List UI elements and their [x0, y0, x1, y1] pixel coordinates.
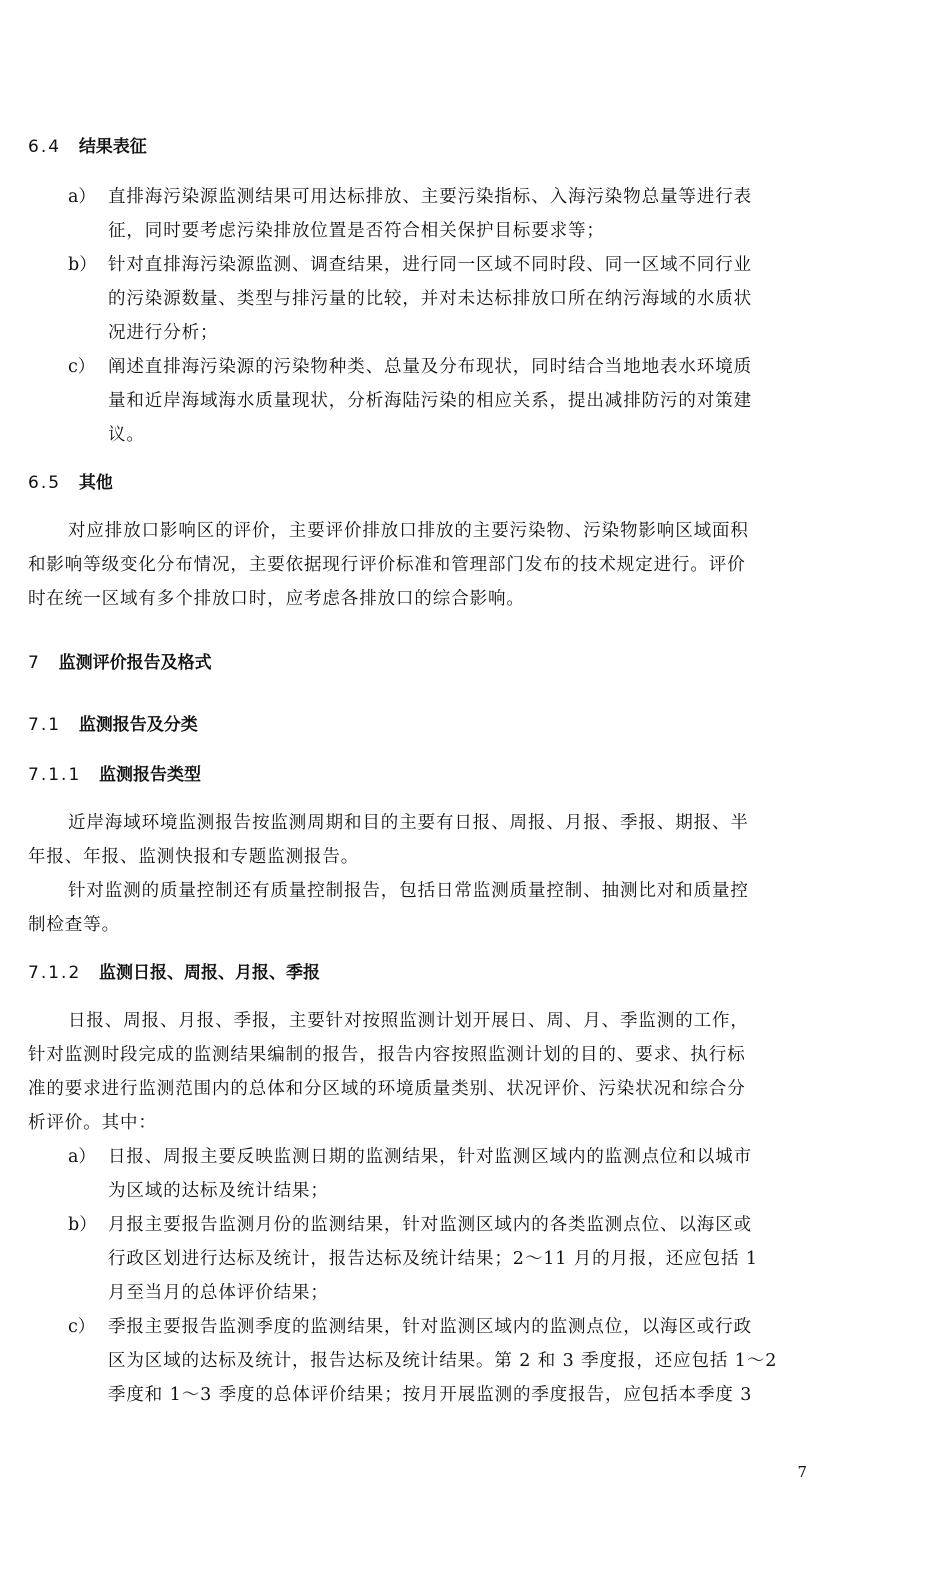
list-item-line: 日报、周报主要反映监测日期的监测结果，针对监测区域内的监测点位和以城市 — [108, 1147, 752, 1167]
paragraph-line: 时在统一区域有多个排放口时，应考虑各排放口的综合影响。 — [28, 589, 525, 609]
list-marker: a） — [68, 1147, 96, 1167]
heading-number: 7.1 — [28, 715, 62, 735]
heading-6-4 — [28, 136, 147, 158]
list-item-line: 区为区域的达标及统计，报告达标及统计结果。第 2 和 3 季度报，还应包括 1～2 — [108, 1351, 778, 1371]
list-item-line: 季报主要报告监测季度的监测结果，针对监测区域内的监测点位，以海区或行政 — [108, 1317, 752, 1337]
heading-title: 监测日报、周报、月报、季报 — [99, 963, 321, 983]
list-marker: b） — [68, 1215, 97, 1235]
list-item-line: 月报主要报告监测月份的监测结果，针对监测区域内的各类监测点位、以海区或 — [108, 1215, 752, 1235]
paragraph-line: 制检查等。 — [28, 915, 120, 935]
heading-number: 6.4 — [28, 137, 62, 157]
list-marker: b） — [68, 255, 97, 275]
paragraph-line: 准的要求进行监测范围内的总体和分区域的环境质量类别、状况评价、污染状况和综合分 — [28, 1079, 746, 1099]
heading-title: 监测报告类型 — [99, 765, 202, 785]
paragraph-line: 针对监测时段完成的监测结果编制的报告，报告内容按照监测计划的目的、要求、执行标 — [28, 1045, 746, 1065]
heading-7 — [28, 652, 212, 674]
heading-number: 6.5 — [28, 473, 62, 493]
paragraph-line: 年报、年报、监测快报和专题监测报告。 — [28, 847, 360, 867]
heading-6-5 — [28, 472, 113, 494]
list-item-line: 量和近岸海域海水质量现状，分析海陆污染的相应关系，提出减排防污的对策建 — [108, 391, 752, 411]
heading-7-1-1 — [28, 764, 201, 786]
heading-number: 7.1.2 — [28, 963, 82, 983]
paragraph-line: 对应排放口影响区的评价，主要评价排放口排放的主要污染物、污染物影响区域面积 — [68, 521, 749, 541]
list-item-line: 季度和 1～3 季度的总体评价结果；按月开展监测的季度报告，应包括本季度 3 — [108, 1385, 753, 1405]
list-marker: c） — [68, 1317, 96, 1337]
heading-title: 监测报告及分类 — [78, 715, 198, 735]
heading-7-1-2 — [28, 962, 320, 984]
list-item-line: 阐述直排海污染源的污染物种类、总量及分布现状，同时结合当地地表水环境质 — [108, 357, 752, 377]
paragraph-line: 析评价。其中： — [28, 1113, 157, 1133]
list-item-line: 议。 — [108, 425, 145, 445]
list-item-line: 为区域的达标及统计结果； — [108, 1181, 329, 1201]
heading-7-1 — [28, 714, 198, 736]
list-marker: a） — [68, 187, 96, 207]
paragraph-line: 近岸海域环境监测报告按监测周期和目的主要有日报、周报、月报、季报、期报、半 — [68, 813, 749, 833]
heading-title: 监测评价报告及格式 — [58, 653, 212, 673]
heading-title: 结果表征 — [78, 137, 147, 157]
paragraph-line: 针对监测的质量控制还有质量控制报告，包括日常监测质量控制、抽测比对和质量控 — [68, 881, 749, 901]
list-item-line: 征，同时要考虑污染排放位置是否符合相关保护目标要求等； — [108, 221, 605, 241]
list-item-line: 直排海污染源监测结果可用达标排放、主要污染指标、入海污染物总量等进行表 — [108, 187, 752, 207]
heading-number: 7.1.1 — [28, 765, 82, 785]
list-item-line: 的污染源数量、类型与排污量的比较，并对未达标排放口所在纳污海域的水质状 — [108, 289, 752, 309]
page-number: 7 — [797, 1463, 807, 1481]
list-item-line: 月至当月的总体评价结果； — [108, 1283, 329, 1303]
list-marker: c） — [68, 357, 96, 377]
heading-title: 其他 — [78, 473, 113, 493]
paragraph-line: 和影响等级变化分布情况，主要依据现行评价标准和管理部门发布的技术规定进行。评价 — [28, 555, 746, 575]
heading-number: 7 — [28, 653, 41, 673]
list-item-line: 针对直排海污染源监测、调查结果，进行同一区域不同时段、同一区域不同行业 — [108, 255, 752, 275]
list-item-line: 况进行分析； — [108, 323, 219, 343]
list-item-line: 行政区划进行达标及统计，报告达标及统计结果；2～11 月的月报，还应包括 1 — [108, 1249, 758, 1269]
paragraph-line: 日报、周报、月报、季报，主要针对按照监测计划开展日、周、月、季监测的工作， — [68, 1011, 749, 1031]
